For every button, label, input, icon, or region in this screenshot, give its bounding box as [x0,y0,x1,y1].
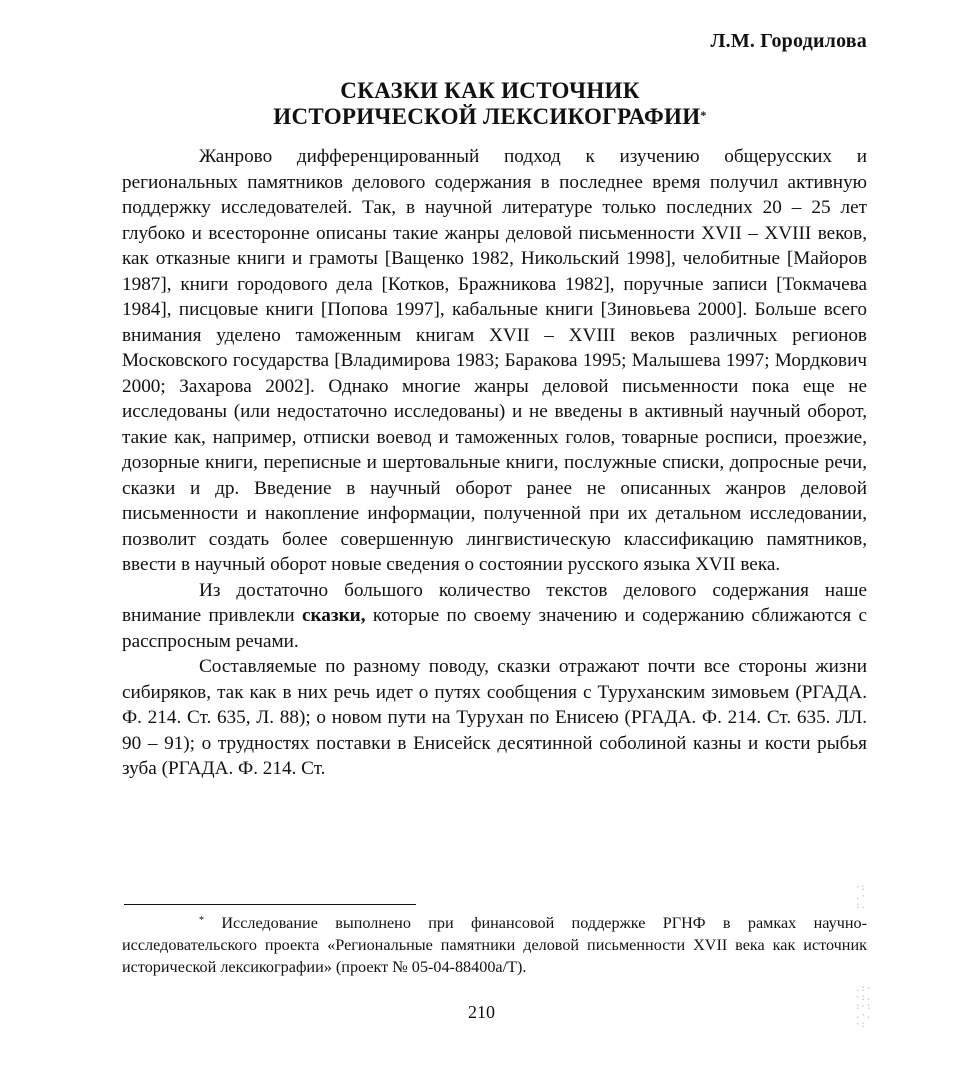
title-line-2 [120,104,860,130]
title-line-2-text: ИСТОРИЧЕСКОЙ ЛЕКСИКОГРАФИИ [273,104,701,129]
paragraph-2-end: которые по своему значению и содержанию сближаются с расспросным речами. [122,605,867,652]
paragraph-1: Жанрово дифференцированный подход к изучению общерусских и региональных памятников делового содержания в последнее время получил активную поддержку исследователей. Так, в научной литературе только последних 20 – 25 лет глубоко и всесторонне описаны такие жанры деловой письменности XVII – XVIII веков, как отказные книги и грамоты [Ващенко 1982, Никольский 1998], челобитные [Майоров 1987], книги городового дела [Котков, Бражникова 1982], поручные записи [Токмачева 1984], писцовые книги [Попова 1997], кабальные книги [Зиновьева 2000]. Больше всего внимания уделено таможенным книгам XVII – XVIII веков различных регионов Московского государства [Владимирова 1983; Баракова 1995; Малышева 1997; Мордкович 2000; Захарова 2002]. Однако многие жанры деловой письменности пока еще не исследованы (или недостаточно исследованы) и не введены в активный научный оборот, такие как, например, отписки воевод и таможенных голов, товарные росписи, проезжие, дозорные книги, переписные и шертовальные книги, послужные списки, допросные речи, сказки и др. Введение в научный оборот ранее не описанных жанров деловой письменности и накопление информации, полученной при их детальном исследовании, позволит создать более совершенную лингвистическую классификацию памятников, ввести в научный оборот новые сведения о состоянии русского языка XVII века. [122,146,867,575]
paragraph-2-emphasis: сказки, [302,605,366,626]
footnote-separator [124,904,416,905]
footnote-marker: * [199,915,204,926]
title-footnote-marker: * [700,108,707,122]
paragraph-2 [122,578,867,655]
paragraph-2-start: Из достаточно большого количество текстов делового содержания наше внимание привлекли [122,579,867,626]
paragraph-3: Составляемые по разному поводу, сказки отражают почти все стороны жизни сибиряков, так как в них речь идет о путях сообщения с Туруханским зимовьем (РГАДА. Ф. 214. Ст. 635, Л. 88); о новом пути на Турухан по Енисею (РГАДА. Ф. 214. Ст. 635. ЛЛ. 90 – 91); о трудностях поставки в Енисейск десятинной соболиной казны и кости рыбья зуба (РГАДА. Ф. 214. Ст. [122,656,867,779]
page-number: 210 [468,1002,495,1022]
article-body [122,144,867,782]
footnote [122,912,867,978]
scan-noise-mark: ·: .· :. [855,883,866,911]
title-line-1: СКАЗКИ КАК ИСТОЧНИК [340,78,640,103]
footnote-text: Исследование выполнено при финансовой поддержке РГНФ в рамках научно-исследовательского проекта «Региональные памятники деловой письменности XVII века как источник исторической лексикографии» (проект № 05-04-88400а/Т). [122,914,867,976]
article-title [120,78,860,130]
scan-noise-mark-lower: .:· ·:. :·: .·. ·: [855,984,872,1030]
running-header-author: Л.М. Городилова [710,30,867,52]
